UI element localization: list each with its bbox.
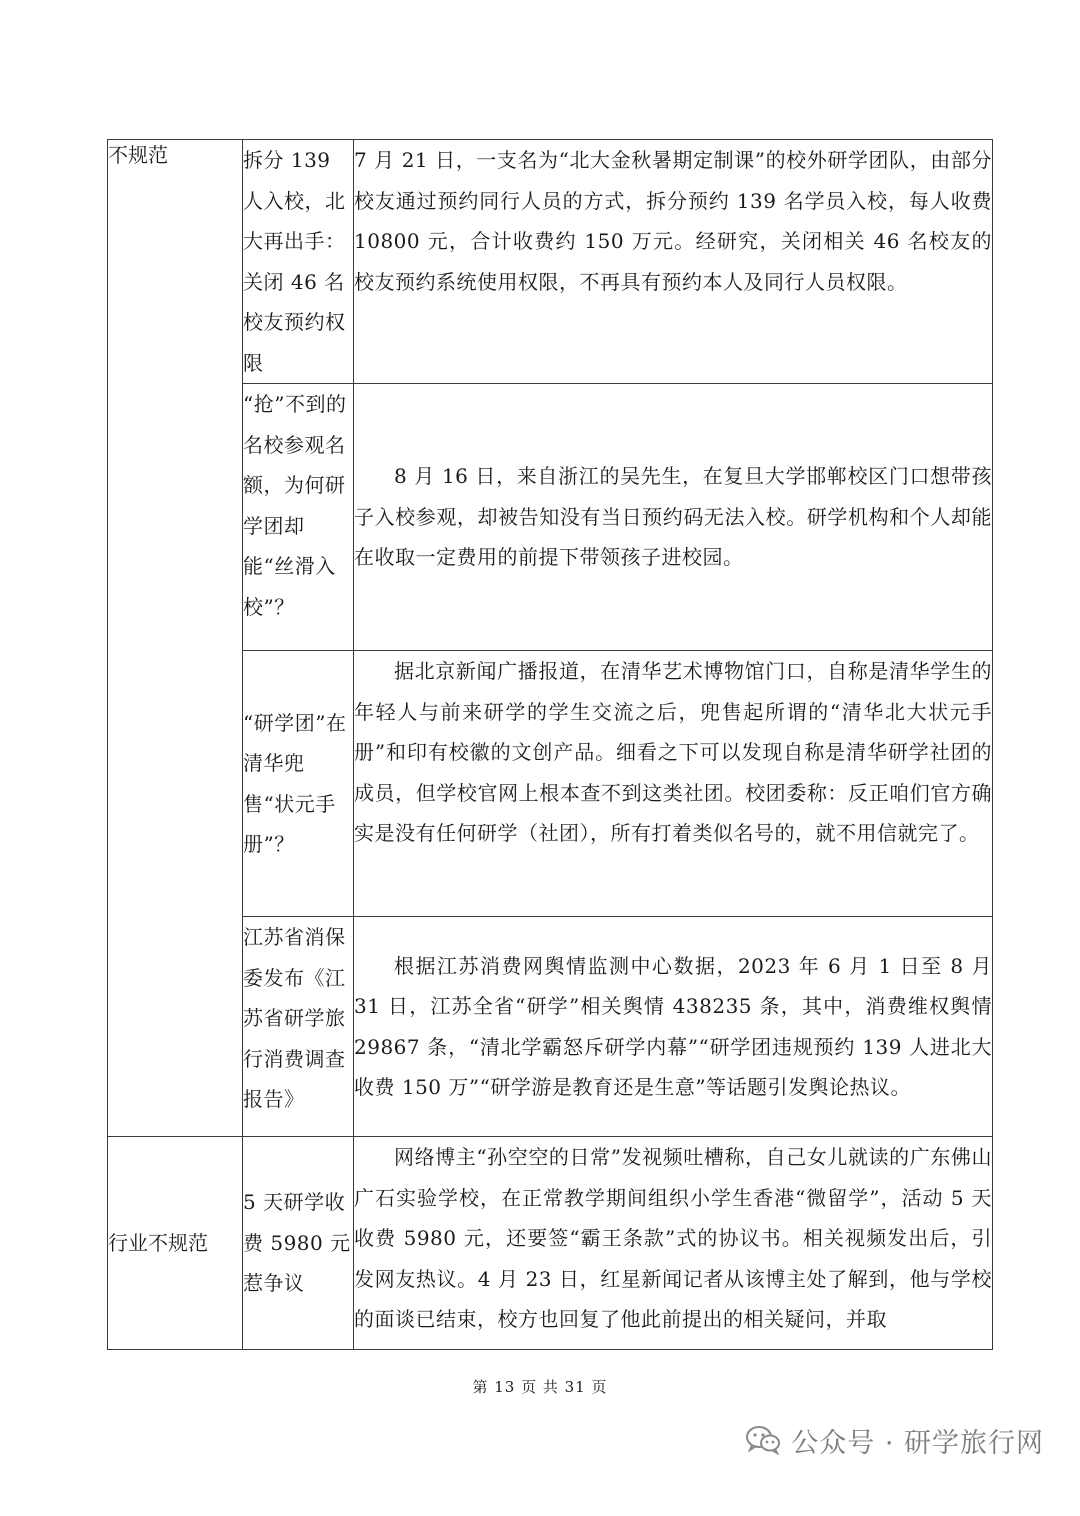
category-cell: 行业不规范 — [108, 1137, 243, 1350]
description-cell: 网络博主“孙空空的日常”发视频吐槽称，自己女儿就读的广东佛山广石实验学校，在正常教学期间组织小学生香港“微留学”，活动 5 天收费 5980 元，还要签“霸王条款”式的协议书。相关视频发出后，引发网友热议。4 月 23 日，红星新闻记者从该博主处了解到，他与学校的面谈已结束，校方也回复了他此前提出的相关疑问，并取 — [354, 1137, 993, 1350]
description-cell: 据北京新闻广播报道，在清华艺术博物馆门口，自称是清华学生的年轻人与前来研学的学生交流之后，兜售起所谓的“清华北大状元手册”和印有校徽的文创产品。细看之下可以发现自称是清华研学社团的成员，但学校官网上根本查不到这类社团。校团委称：反正咱们官方确实是没有任何研学（社团），所有打着类似名号的，就不用信就完了。 — [354, 651, 993, 917]
wechat-icon — [745, 1425, 781, 1455]
description-cell: 8 月 16 日，来自浙江的吴先生，在复旦大学邯郸校区门口想带孩子入校参观，却被告知没有当日预约码无法入校。研学机构和个人却能在收取一定费用的前提下带领孩子进校园。 — [354, 384, 993, 651]
watermark-text: 公众号 · 研学旅行网 — [791, 1427, 1044, 1459]
description-cell: 7 月 21 日，一支名为“北大金秋暑期定制课”的校外研学团队，由部分校友通过预约同行人员的方式，拆分预约 139 名学员入校，每人收费 10800 元，合计收费约 150 万元。经研究，关闭相关 46 名校友的校友预约系统使用权限，不再具有预约本人及同行人员权限。 — [354, 140, 993, 384]
table-row — [108, 1137, 993, 1350]
table-row — [108, 140, 993, 384]
description-cell: 根据江苏消费网舆情监测中心数据，2023 年 6 月 1 日至 8 月 31 日，江苏全省“研学”相关舆情 438235 条，其中，消费维权舆情 29867 条，“清北学霸怒斥研学内幕”“研学团违规预约 139 人进北大收费 150 万”“研学游是教育还是生意”等话题引发舆论热议。 — [354, 917, 993, 1137]
topic-cell: 拆分 139 人入校，北大再出手：关闭 46 名校友预约权限 — [243, 140, 354, 384]
topic-cell: 江苏省消保委发布《江苏省研学旅行消费调查报告》 — [243, 917, 354, 1137]
topic-cell: 5 天研学收费 5980 元惹争议 — [243, 1137, 354, 1350]
topic-cell: “研学团”在清华兜售“状元手册”？ — [243, 651, 354, 917]
page-number: 第 13 页 共 31 页 — [472, 1378, 608, 1396]
watermark — [745, 1420, 1044, 1460]
topic-cell: “抢”不到的名校参观名额，为何研学团却能“丝滑入校”？ — [243, 384, 354, 651]
category-cell: 不规范 — [108, 140, 243, 1137]
content-table — [107, 139, 993, 1350]
